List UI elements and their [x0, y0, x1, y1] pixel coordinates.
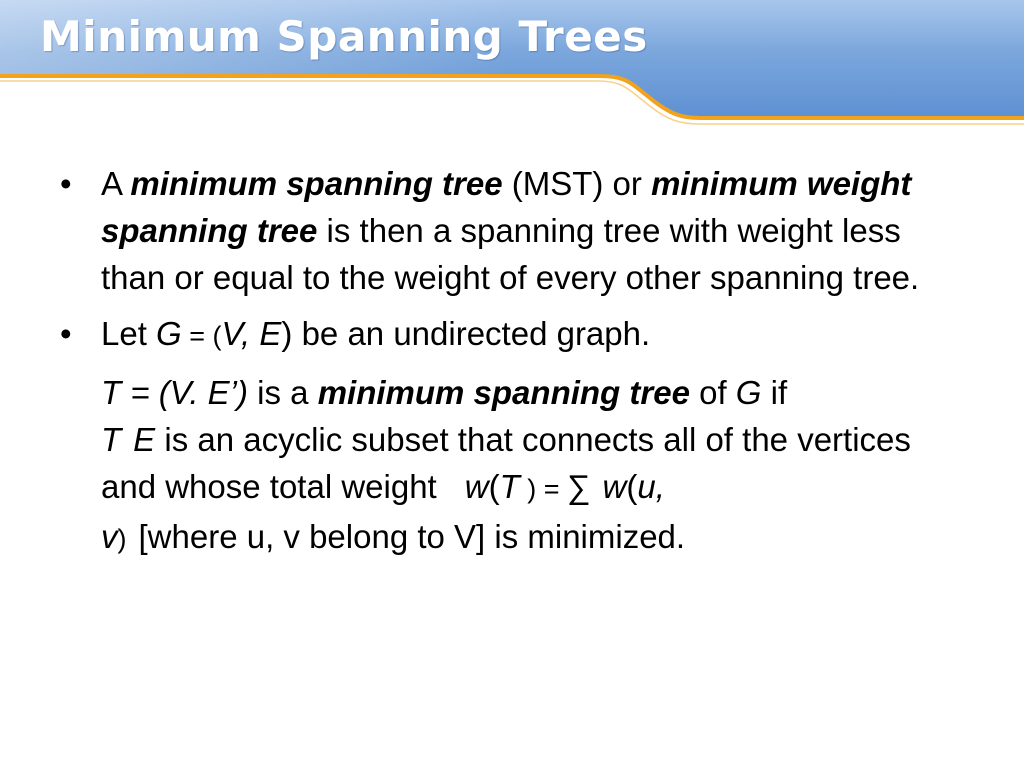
math-v-e: V, E	[221, 315, 282, 352]
term-minimum-spanning-tree: minimum spanning tree	[130, 165, 503, 202]
text: (MST) or	[502, 165, 652, 202]
text: is a	[248, 374, 318, 411]
bullet-marker: •	[60, 315, 72, 352]
mst-formal-definition	[60, 369, 960, 563]
math-v: v	[101, 518, 118, 555]
bullet-graph-definition	[60, 310, 960, 360]
text: Let	[101, 315, 157, 352]
text: A	[101, 165, 131, 202]
math-t: T	[101, 421, 122, 458]
math-e: E	[133, 421, 156, 458]
text: = (	[181, 321, 222, 351]
math-paren: (	[626, 468, 638, 505]
text: is an acyclic subset that connects all of the vertices and whose total weight	[101, 421, 911, 505]
math-sum-symbol: ∑	[567, 468, 591, 505]
slide-header	[0, 0, 1024, 135]
slide-body	[60, 160, 960, 563]
math-w: w	[602, 468, 627, 505]
text: if	[761, 374, 788, 411]
text: [where u, v belong to V] is minimized.	[138, 518, 686, 555]
bullet-mst-definition	[60, 160, 960, 301]
math-t: T	[499, 468, 520, 505]
math-g: G	[735, 374, 762, 411]
math-paren: (	[488, 468, 500, 505]
text: ) be an undirected graph.	[281, 315, 651, 352]
math-w: w	[464, 468, 489, 505]
text: of	[689, 374, 736, 411]
math-u: u,	[637, 468, 665, 505]
math-equals: ) =	[519, 474, 568, 504]
text: is then a spanning tree with weight less than or equal to the weight of every other spanning tree.	[101, 212, 920, 296]
math-t-def: T = (V. E’)	[101, 374, 248, 411]
term-minimum-weight-spanning-tree: minimum weight spanning tree	[101, 165, 912, 249]
slide-title: Minimum Spanning Trees	[40, 12, 648, 61]
math-g: G	[156, 315, 182, 352]
bullet-marker: •	[60, 165, 72, 202]
term-minimum-spanning-tree: minimum spanning tree	[317, 374, 690, 411]
math-paren: )	[117, 524, 127, 554]
